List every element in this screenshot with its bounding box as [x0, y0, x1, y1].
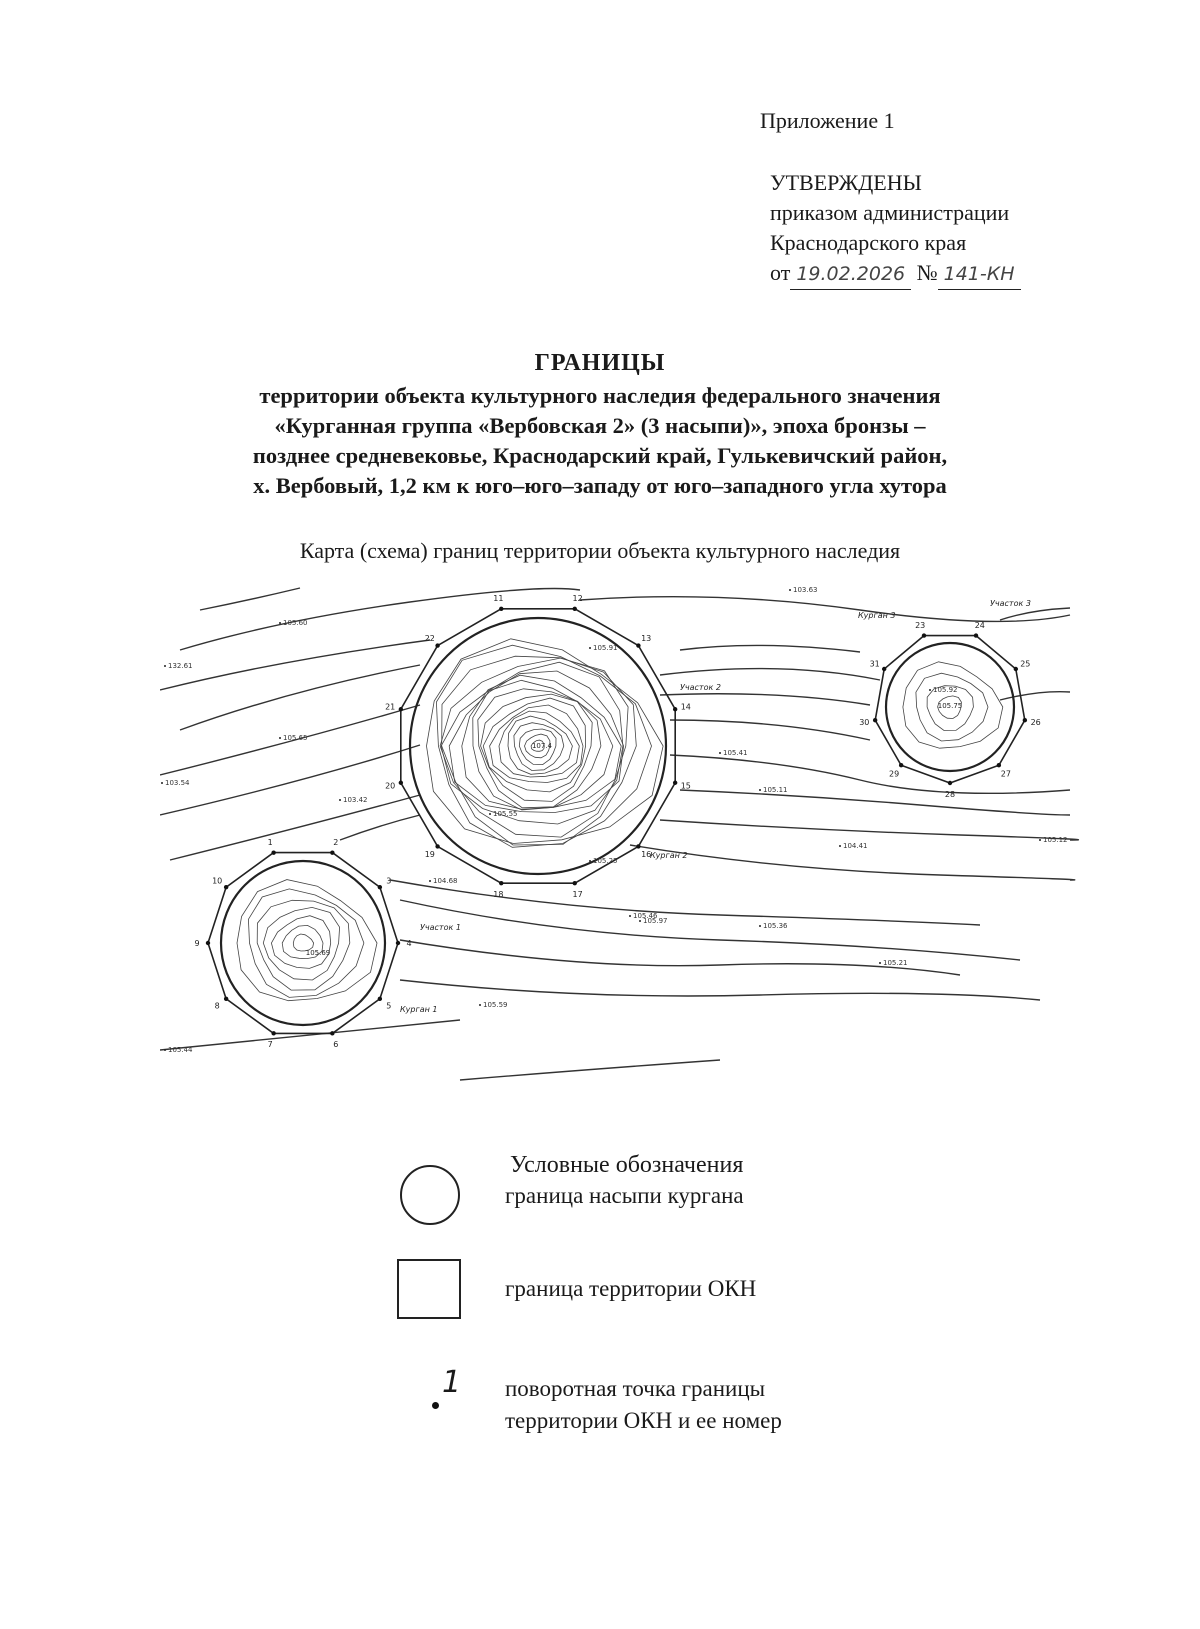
mound-2 — [385, 594, 721, 899]
turning-point-dot — [435, 844, 439, 848]
elevation-dot — [589, 647, 591, 649]
elevation-dot — [629, 915, 631, 917]
appendix-label: Приложение 1 — [760, 108, 895, 133]
elevation-mark: 105.59 — [483, 1001, 508, 1009]
mound-contour-ring — [263, 907, 339, 980]
elevation-dot — [1039, 839, 1041, 841]
approved-line-3: Краснодарского края — [770, 230, 967, 255]
turning-point-dot — [330, 1031, 334, 1035]
turning-point-dot — [1023, 718, 1027, 722]
terrain-contours — [160, 588, 1078, 1080]
elevation-dot — [164, 665, 166, 667]
point-dot-icon — [432, 1402, 439, 1409]
elevation-mark: 105.25 — [593, 857, 618, 865]
turning-point-number: 22 — [424, 633, 435, 643]
mound-label: Курган 1 — [400, 1005, 438, 1014]
approval-number: 141-КН — [938, 259, 1021, 290]
elevation-mark: 105.44 — [168, 1046, 193, 1054]
turning-point-number: 19 — [424, 850, 435, 860]
summit-elevation: 105.69 — [305, 949, 331, 957]
turning-point-number: 11 — [493, 594, 504, 604]
turning-point-number: 21 — [385, 702, 396, 712]
elevation-mark: 105.55 — [493, 810, 518, 818]
turning-point-dot — [636, 643, 640, 647]
approval-date: 19.02.2026 — [790, 259, 911, 290]
turning-point-dot — [435, 643, 439, 647]
area-label: Участок 3 — [990, 599, 1031, 608]
circle-symbol-icon — [398, 1163, 462, 1227]
title-line-2: «Курганная группа «Вербовская 2» (3 насыпи)», эпоха бронзы – — [274, 413, 926, 438]
turning-point-dot — [873, 718, 877, 722]
title-line-3: позднее средневековье, Краснодарский край, Гулькевичский район, — [252, 443, 948, 468]
turning-point-number: 31 — [869, 659, 880, 669]
approved-line-2: приказом администрации — [770, 200, 1010, 225]
mound-contour-ring — [271, 916, 330, 969]
elevation-dot — [339, 799, 341, 801]
boundary-map — [160, 580, 1080, 1100]
title-heading: ГРАНИЦЫ — [534, 350, 666, 376]
turning-point-dot — [922, 633, 926, 637]
turning-point-number: 1 — [267, 838, 273, 848]
turning-point-dot — [948, 781, 952, 785]
elevation-dot — [639, 920, 641, 922]
turning-point-dot — [573, 607, 577, 611]
number-prefix: № — [916, 260, 938, 285]
approval-block — [770, 168, 1021, 290]
legend-mound-boundary: граница насыпи кургана — [505, 1183, 744, 1208]
turning-point-dot — [378, 885, 382, 889]
turning-point-dot — [271, 850, 275, 854]
mound-label: Курган 3 — [858, 611, 896, 620]
turning-point-number: 25 — [1020, 659, 1031, 669]
turning-point-dot — [673, 781, 677, 785]
turning-point-number: 9 — [194, 939, 200, 948]
turning-point-dot — [396, 941, 400, 945]
turning-point-dot — [636, 844, 640, 848]
turning-point-dot — [899, 763, 903, 767]
okn-boundary-polygon — [208, 853, 398, 1034]
elevation-mark: 105.91 — [593, 644, 618, 652]
turning-point-number: 5 — [386, 1001, 392, 1011]
approval-date-row — [770, 258, 1021, 290]
elevation-mark: 105.21 — [883, 959, 908, 967]
turning-point-number: 27 — [1000, 769, 1011, 779]
summit-elevation: 107.4 — [531, 742, 553, 750]
legend-title: Условные обозначения — [510, 1152, 744, 1178]
turning-point-dot — [378, 997, 382, 1001]
turning-point-dot — [997, 763, 1001, 767]
elevation-dot — [479, 1004, 481, 1006]
elevation-dot — [279, 622, 281, 624]
elevation-dot — [929, 689, 931, 691]
square-symbol-icon — [396, 1258, 462, 1320]
turning-point-number: 8 — [214, 1001, 220, 1011]
turning-point-dot — [399, 781, 403, 785]
elevation-dot — [789, 589, 791, 591]
turning-point-dot — [224, 997, 228, 1001]
turning-point-dot — [573, 881, 577, 885]
turning-point-dot — [499, 607, 503, 611]
turning-point-number: 4 — [406, 939, 412, 948]
point-number-symbol: 1 — [442, 1365, 462, 1400]
turning-point-number: 18 — [493, 889, 504, 899]
elevation-mark: 103.42 — [343, 796, 368, 804]
elevation-dot — [879, 962, 881, 964]
turning-point-number: 14 — [680, 702, 691, 712]
legend-point-line-2: территории ОКН и ее номер — [505, 1408, 782, 1433]
elevation-dot — [489, 813, 491, 815]
elevation-mark: 105.92 — [933, 686, 958, 694]
elevation-dot — [759, 925, 761, 927]
legend-okn-boundary: граница территории ОКН — [505, 1276, 757, 1301]
approved-title: УТВЕРЖДЕНЫ — [770, 170, 922, 195]
legend-point-line-1: поворотная точка границы — [505, 1376, 766, 1401]
turning-point-number: 20 — [385, 781, 396, 791]
turning-point-number: 12 — [572, 594, 583, 604]
turning-point-dot — [1014, 667, 1018, 671]
title-line-4: х. Вербовый, 1,2 км к юго–юго–западу от юго–западного угла хутора — [253, 473, 947, 498]
elevation-dot — [279, 737, 281, 739]
mound-boundary-circle — [221, 861, 385, 1025]
elevation-mark: 105.36 — [763, 922, 788, 930]
map-caption: Карта (схема) границ территории объекта культурного наследия — [299, 538, 901, 563]
turning-point-number: 28 — [944, 790, 956, 799]
elevation-dot — [161, 782, 163, 784]
turning-point-number: 26 — [1030, 718, 1041, 728]
elevation-dot — [429, 880, 431, 882]
turning-point-number: 13 — [641, 633, 652, 643]
area-label: Участок 1 — [420, 923, 461, 932]
document-title — [120, 350, 1080, 501]
turning-point-number: 30 — [859, 718, 870, 728]
turning-point-dot — [271, 1031, 275, 1035]
elevation-mark: 105.41 — [723, 749, 748, 757]
turning-point-number: 17 — [572, 889, 583, 899]
turning-point-dot — [499, 881, 503, 885]
elevation-dot — [759, 789, 761, 791]
turning-point-dot — [206, 941, 210, 945]
turning-point-number: 15 — [680, 781, 691, 791]
elevation-dot — [589, 860, 591, 862]
elevation-dot — [719, 752, 721, 754]
elevation-marks — [161, 586, 1068, 1054]
turning-point-dot — [399, 707, 403, 711]
elevation-dot — [164, 1049, 166, 1051]
turning-point-number: 7 — [267, 1039, 273, 1049]
elevation-mark: 104.68 — [433, 877, 458, 885]
area-label: Участок 2 — [680, 683, 721, 692]
elevation-mark: 103.54 — [165, 779, 190, 787]
turning-point-number: 16 — [641, 850, 652, 860]
elevation-mark: 104.41 — [843, 842, 868, 850]
turning-point-dot — [882, 667, 886, 671]
turning-point-number: 23 — [915, 621, 926, 631]
elevation-dot — [839, 845, 841, 847]
title-line-1: территории объекта культурного наследия федерального значения — [259, 383, 941, 408]
mound-label: Курган 2 — [650, 851, 688, 860]
date-prefix: от — [770, 260, 791, 285]
mound-contour-ring — [237, 880, 377, 1001]
mound-contour-ring — [257, 900, 350, 990]
elevation-mark: 105.60 — [283, 619, 308, 627]
turning-point-dot — [224, 885, 228, 889]
elevation-mark: 105.11 — [763, 786, 788, 794]
elevation-mark: 103.63 — [793, 586, 818, 594]
turning-point-number: 29 — [889, 769, 900, 779]
legend-turning-point — [505, 1373, 782, 1437]
turning-point-dot — [974, 633, 978, 637]
turning-point-dot — [673, 707, 677, 711]
elevation-mark: 105.97 — [643, 917, 668, 925]
turning-point-number: 3 — [386, 876, 392, 886]
summit-elevation: 105.75 — [937, 702, 963, 710]
turning-point-number: 6 — [333, 1039, 339, 1049]
turning-point-dot — [330, 850, 334, 854]
elevation-mark: 105.46 — [633, 912, 658, 920]
turning-point-number: 24 — [974, 621, 985, 631]
elevation-mark: 105.65 — [283, 734, 308, 742]
elevation-mark: 105.12 — [1043, 836, 1068, 844]
elevation-mark: 132.61 — [168, 662, 193, 670]
turning-point-number: 10 — [212, 876, 223, 886]
mound-3 — [858, 599, 1041, 799]
turning-point-number: 2 — [333, 838, 339, 848]
